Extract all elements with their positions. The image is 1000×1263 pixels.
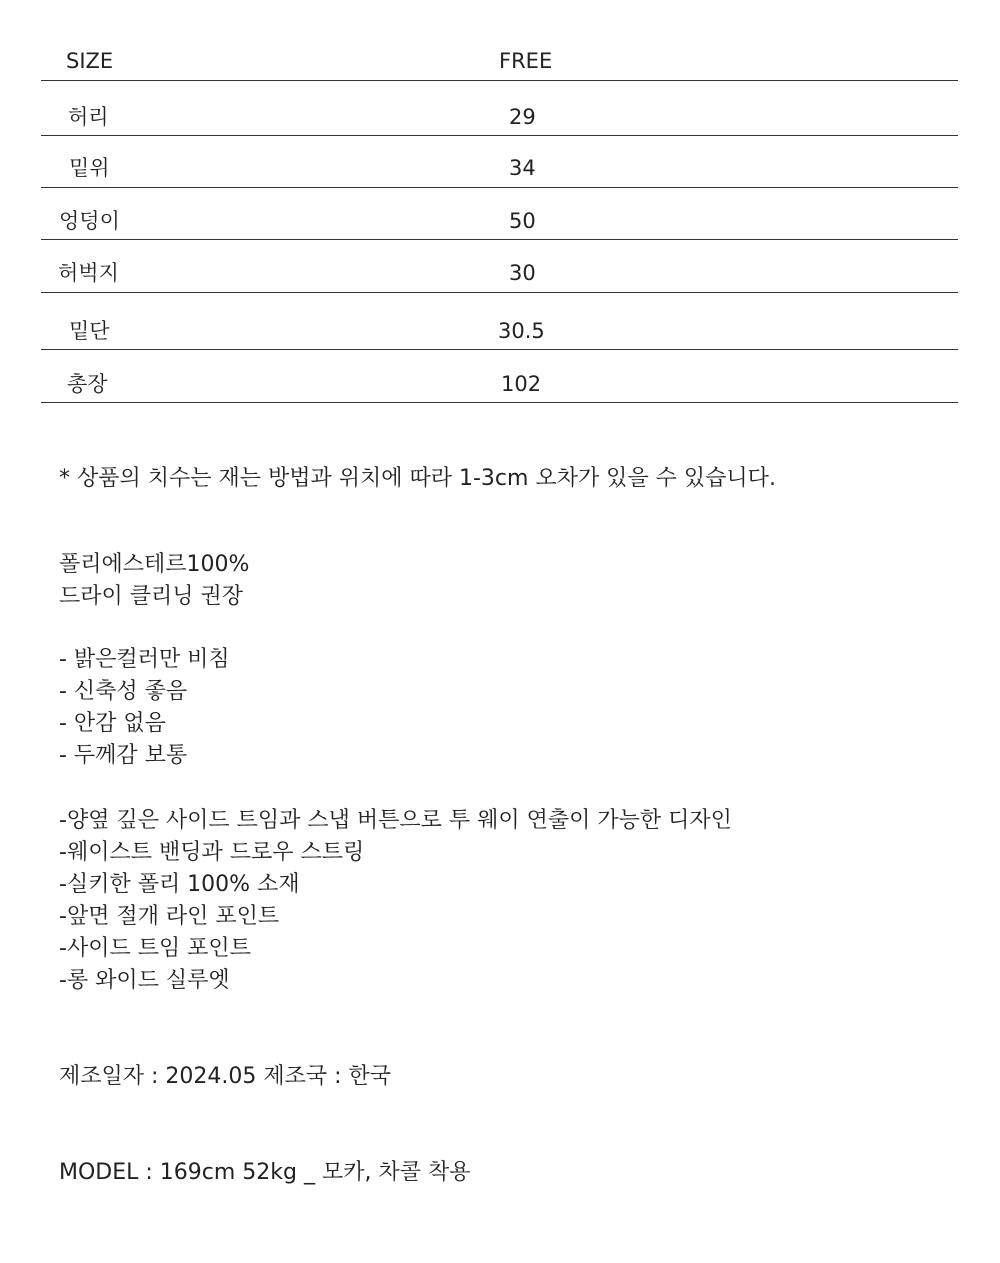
list-item: -사이드 트임 포인트 [59, 936, 251, 961]
row-label: 엉덩이 [59, 209, 120, 233]
list-item: - 밝은컬러만 비침 [59, 647, 230, 672]
row-label: 밑단 [69, 319, 110, 343]
table-row [41, 293, 958, 350]
list-item: - 안감 없음 [59, 711, 166, 736]
feature-list [59, 644, 230, 772]
row-value: 29 [509, 105, 536, 129]
table-row [41, 136, 958, 188]
size-table-header [41, 40, 958, 81]
row-label: 밑위 [69, 156, 110, 180]
detail-list [59, 805, 732, 997]
row-value: 30 [509, 261, 536, 285]
material-info [59, 549, 249, 613]
free-column-header: FREE [499, 49, 553, 73]
table-row [41, 240, 958, 293]
row-value: 50 [509, 209, 536, 233]
size-column-header: SIZE [66, 49, 114, 73]
list-item: - 두께감 보통 [59, 743, 188, 768]
row-label: 허벅지 [58, 261, 119, 285]
table-row [41, 81, 958, 136]
list-item: -양옆 깊은 사이드 트임과 스냅 버튼으로 투 웨이 연출이 가능한 디자인 [59, 808, 732, 833]
list-item: - 신축성 좋음 [59, 679, 188, 704]
row-value: 30.5 [498, 319, 545, 343]
manufacture-info: 제조일자 : 2024.05 제조국 : 한국 [59, 1064, 392, 1089]
row-label: 총장 [67, 372, 108, 396]
material-line: 폴리에스테르100% [59, 552, 250, 577]
list-item: -실키한 폴리 100% 소재 [59, 872, 300, 897]
row-label: 허리 [68, 105, 109, 129]
measurement-notice: * 상품의 치수는 재는 방법과 위치에 따라 1-3cm 오차가 있을 수 있습니다. [59, 466, 776, 491]
list-item: -앞면 절개 라인 포인트 [59, 904, 280, 929]
row-value: 102 [501, 372, 542, 396]
size-table [41, 40, 958, 403]
model-info: MODEL : 169cm 52kg _ 모카, 차콜 착용 [59, 1160, 471, 1185]
table-row [41, 188, 958, 240]
list-item: -롱 와이드 실루엣 [59, 968, 230, 993]
row-value: 34 [509, 156, 536, 180]
care-line: 드라이 클리닝 권장 [59, 584, 244, 609]
list-item: -웨이스트 밴딩과 드로우 스트링 [59, 840, 365, 865]
table-row [41, 350, 958, 403]
